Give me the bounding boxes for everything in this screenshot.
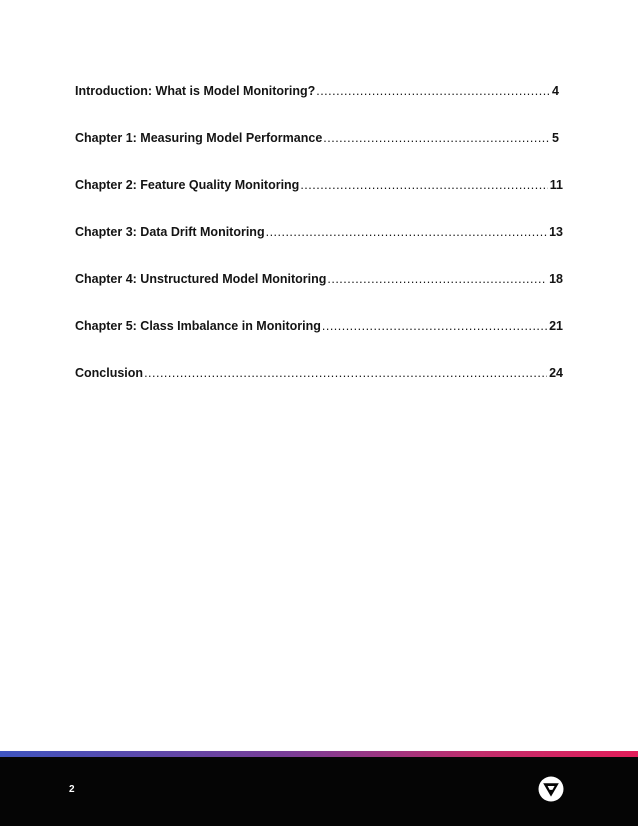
toc-entry-chapter-2[interactable] (75, 178, 563, 225)
toc-entry-page: 11 (549, 178, 563, 192)
toc-entry-chapter-3[interactable] (75, 225, 563, 272)
toc-entry-conclusion[interactable] (75, 366, 563, 413)
toc-entry-page: 5 (552, 131, 559, 145)
toc-dot-leader (327, 272, 547, 286)
toc-entry-page: 4 (552, 84, 559, 98)
toc-entry-page: 18 (549, 272, 563, 286)
toc-dot-leader (316, 84, 550, 98)
toc-entry-page: 13 (549, 225, 563, 239)
toc-entry-title: Introduction: What is Model Monitoring? (75, 84, 316, 98)
toc-entry-chapter-4[interactable] (75, 272, 563, 319)
page-footer (0, 757, 638, 826)
brand-triangle-logo-icon (538, 776, 564, 802)
toc-entry-title: Chapter 4: Unstructured Model Monitoring (75, 272, 327, 286)
toc-entry-page: 24 (549, 366, 563, 380)
toc-entry-title: Chapter 3: Data Drift Monitoring (75, 225, 265, 239)
toc-dot-leader (323, 131, 550, 145)
toc-entry-title: Chapter 1: Measuring Model Performance (75, 131, 323, 145)
toc-dot-leader (144, 366, 547, 380)
toc-entry-chapter-5[interactable] (75, 319, 563, 366)
toc-entry-title: Chapter 5: Class Imbalance in Monitoring (75, 319, 321, 333)
toc-dot-leader (266, 225, 548, 239)
toc-entry-title: Conclusion (75, 366, 144, 380)
toc-dot-leader (322, 319, 547, 333)
page-number: 2 (69, 784, 75, 795)
toc-entry-page: 21 (549, 319, 563, 333)
toc-entry-title: Chapter 2: Feature Quality Monitoring (75, 178, 300, 192)
toc-entry-introduction[interactable] (75, 84, 563, 131)
toc-entry-chapter-1[interactable] (75, 131, 563, 178)
toc-dot-leader (300, 178, 547, 192)
table-of-contents (75, 84, 563, 413)
